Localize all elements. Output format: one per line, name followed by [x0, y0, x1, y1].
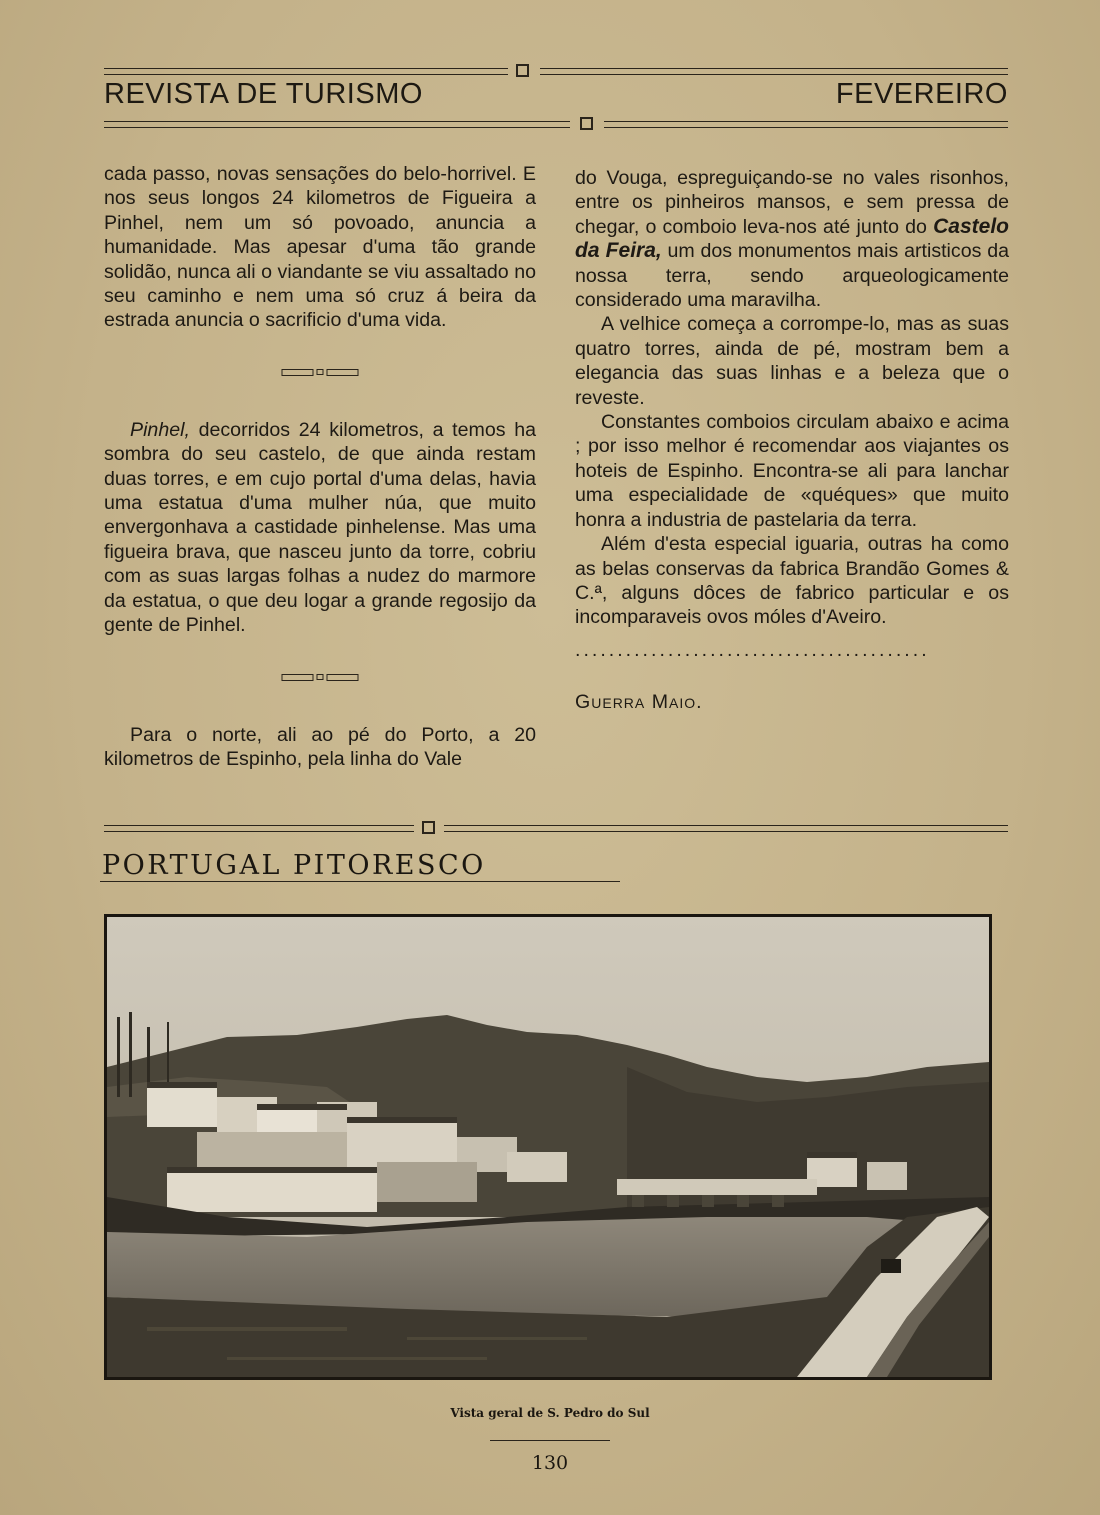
header-rule-bottom-left	[104, 121, 570, 128]
right-paragraph-1-text-b: um dos monumentos mais artisticos da nossa terra, sendo arqueologicamente considerado uma maravilha.	[575, 240, 1009, 312]
author-signature: Guerra Maio.	[575, 691, 703, 714]
left-paragraph-1: cada passo, novas sensações do belo-horrivel. E nos seus longos 24 kilometros de Figueira a Pinhel, nem um só povoado, anuncia a humanidade. Mas apesar d'uma tão grande solidão, nunca ali o viandante se viu assaltado no seu caminho e nem uma só cruz á beira da estrada anuncia o sacrificio d'uma vida.	[104, 163, 536, 332]
dotted-leader: ..........................................	[575, 638, 930, 661]
place-name-castelo-da-feira: Castelo da Feira,	[575, 214, 1009, 263]
page-number: 130	[531, 1452, 569, 1474]
section-title: PORTUGAL PITORESCO	[102, 850, 486, 881]
page-number-rule	[490, 1440, 610, 1441]
left-column	[104, 162, 536, 771]
separator-1	[104, 333, 536, 418]
header-rule-top-left	[104, 68, 508, 75]
landscape-photo	[104, 914, 992, 1380]
header-ornament-top	[516, 64, 529, 77]
ornament-divider-1	[282, 369, 359, 376]
header-ornament-bottom	[580, 117, 593, 130]
photo-caption: Vista geral de S. Pedro do Sul	[450, 1406, 650, 1420]
place-name-pinhel: Pinhel,	[130, 418, 190, 441]
right-column	[575, 166, 1009, 715]
separator-2	[104, 638, 536, 723]
right-paragraph-3: Constantes comboios circulam abaixo e acima ; por isso melhor é recomendar aos viajantes os hoteis de Espinho. Encontra-se ali para lanchar uma especialidade de «quéques» que muito honra a industria de pastelaria da terra.	[575, 411, 1009, 531]
left-paragraph-3: Para o norte, ali ao pé do Porto, a 20 kilometros de Espinho, pela linha do Vale	[104, 723, 536, 770]
section-rule-left	[104, 825, 414, 832]
right-paragraph-2: A velhice começa a corrompe-lo, mas as suas quatro torres, ainda de pé, mostram bem a elegancia das suas linhas e a beleza que o reveste.	[575, 313, 1009, 409]
section-title-underline	[100, 881, 620, 882]
right-paragraph-1	[575, 166, 1009, 312]
landscape-photo-drawing	[107, 917, 989, 1377]
header-rule-top-right	[540, 68, 1008, 75]
ornament-divider-2	[282, 674, 359, 681]
issue-month: FEVEREIRO	[835, 78, 1008, 110]
right-paragraph-1-text-a: do Vouga, espreguiçando-se no vales risonhos, entre os pinheiros mansos, e sem pressa de chegar, o comboio leva-nos até junto do	[575, 167, 1009, 238]
header-rule-bottom-right	[604, 121, 1008, 128]
left-paragraph-2	[104, 418, 536, 638]
section-ornament	[422, 821, 435, 834]
left-paragraph-2-text: decorridos 24 kilometros, a temos ha sombra do seu castelo, de que ainda restam duas torres, e em cujo portal d'uma delas, havia uma estatua d'uma mulher núa, que muito envergonhava a castidade pinhelense. Mas uma figueira brava, que nasceu junto da torre, cobriu com as suas largas folhas a nudez do marmore da estatua, o que deu logar a grande regosijo da gente de Pinhel.	[104, 418, 536, 637]
right-paragraph-4: Além d'esta especial iguaria, outras ha como as belas conservas da fabrica Brandão Gomes & C.ª, alguns dôces de fabrico particular e os incomparaveis ovos móles d'Aveiro.	[575, 533, 1009, 629]
section-rule-right	[444, 825, 1008, 832]
magazine-title: REVISTA DE TURISMO	[104, 78, 423, 110]
